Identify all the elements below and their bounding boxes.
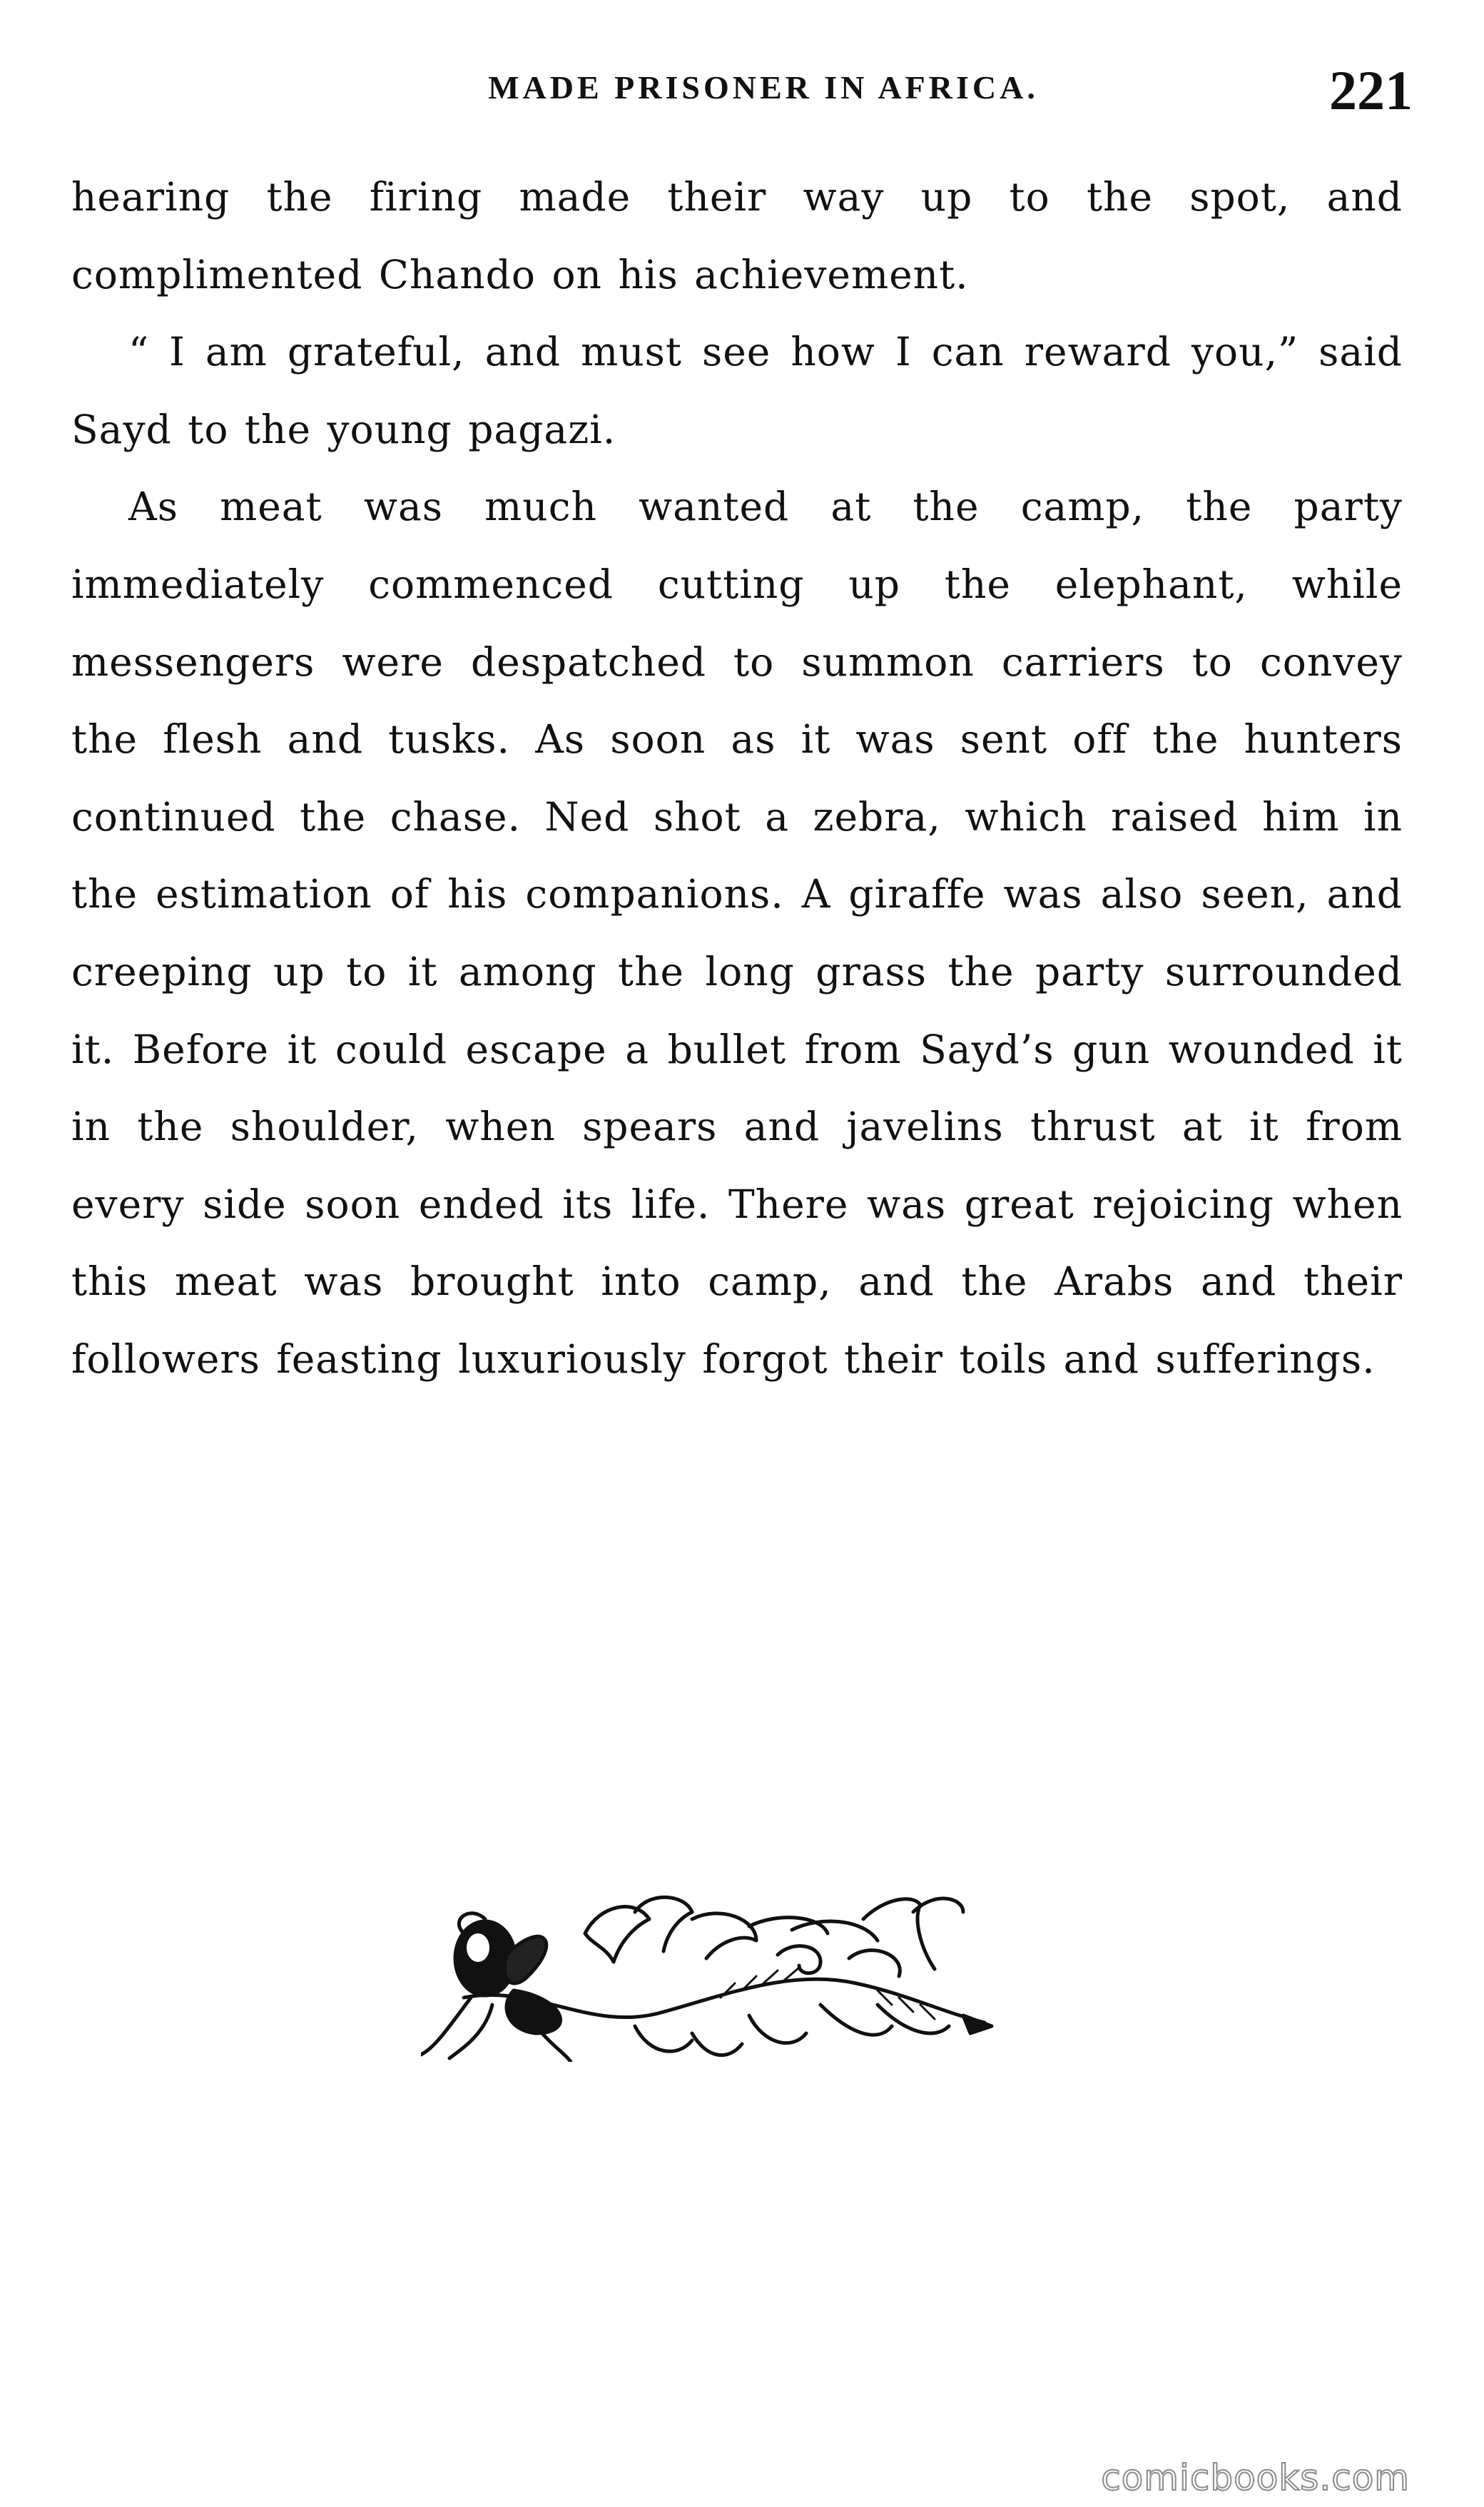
running-head bbox=[71, 59, 1413, 123]
watermark: comicbooks.com bbox=[1101, 2457, 1410, 2498]
floral-tailpiece-icon bbox=[421, 1891, 1006, 2062]
paragraph-hunt: As meat was much wanted at the camp, the party immediately commenced cutting up the elephant, while messengers were despatched to summon carriers to convey the flesh and tusks. As soon as it was sent off the hunters continued the chase. Ned shot a zebra, which raised him in the estimation of his companions. A giraffe was also seen, and creeping up to it among the long grass the party surrounded it. Before it could escape a bullet from Sayd’s gun wounded it in the shoulder, when spears and javelins thrust at it from every side soon ended its life. There was great rejoicing when this meat was brought into camp, and the Arabs and their followers feasting luxuriously forgot their toils and sufferings. bbox=[71, 484, 1403, 1382]
body-text bbox=[71, 158, 1403, 1398]
running-title: MADE PRISONER IN AFRICA. bbox=[488, 69, 1039, 106]
page-number: 221 bbox=[1329, 59, 1413, 121]
paragraph-dialogue: “ I am grateful, and must see how I can reward you,” said Sayd to the young pagazi. bbox=[71, 329, 1403, 452]
paragraph-continued: hearing the firing made their way up to the spot, and complimented Chando on his achievement. bbox=[71, 174, 1403, 298]
